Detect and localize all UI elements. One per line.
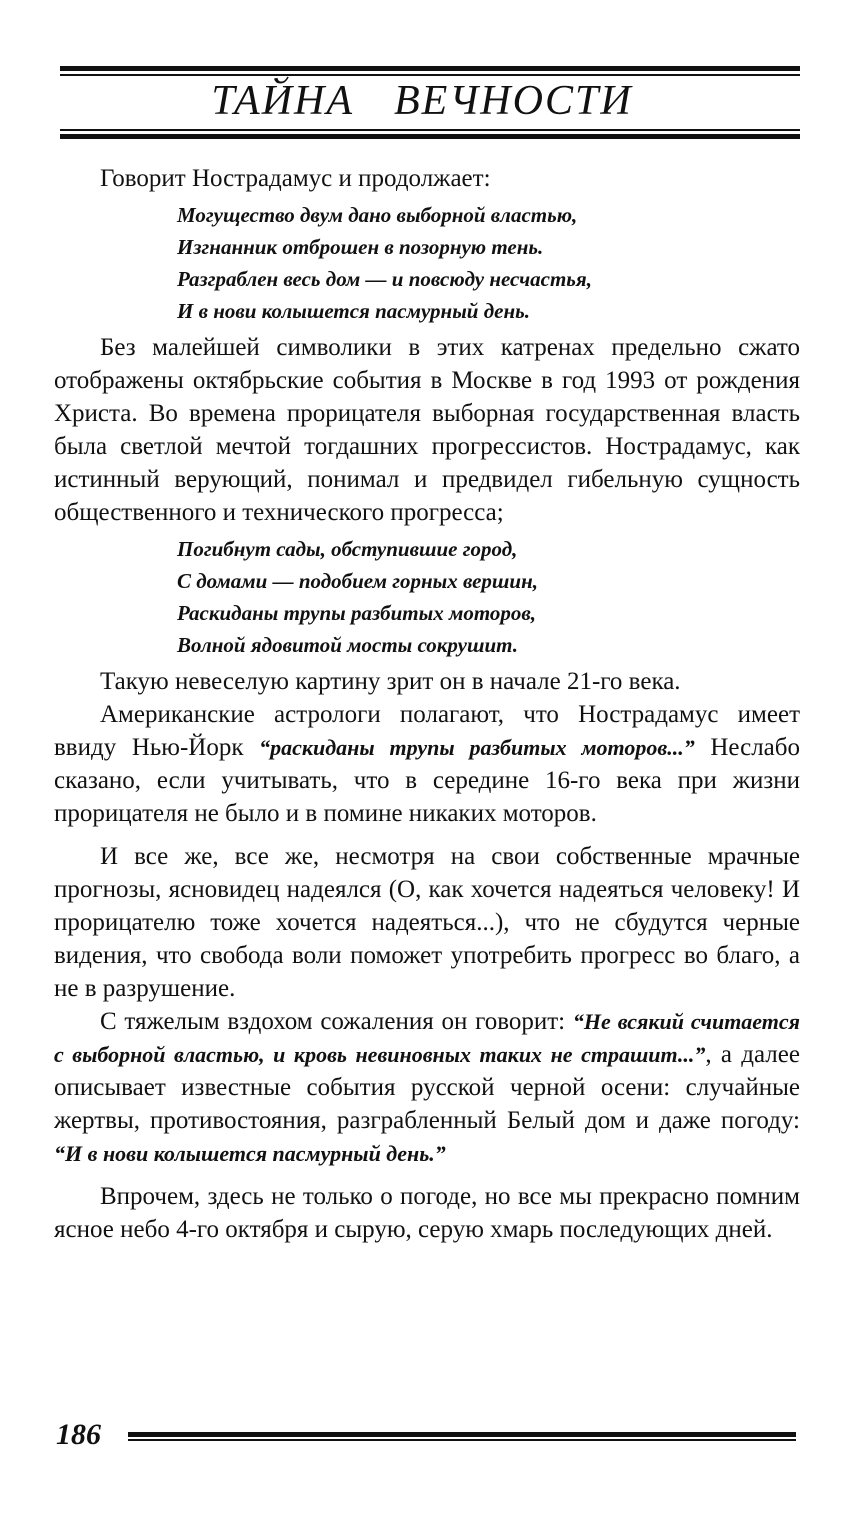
paragraph: Такую невеселую картину зрит он в начале 21-го века.	[100, 668, 681, 695]
footer-rule	[128, 1432, 796, 1441]
paragraph-text: С тяжелым вздохом сожаления он говорит:	[100, 1008, 573, 1035]
verse-line: Раскиданы трупы разбитых моторов,	[177, 601, 537, 625]
running-header	[0, 76, 844, 126]
header-title-word2: ВЕЧНОСТИ	[394, 78, 633, 124]
paragraph-text: Неслабо сказано, если учитывать, что в середине 16-го века при жизни прорицателя не было и в помине никаких моторов.	[54, 734, 800, 827]
header-top-rule	[60, 66, 800, 76]
intro-line: Говорит Нострадамус и продолжает:	[100, 165, 491, 192]
quatrain-2	[177, 533, 800, 661]
header-title-word1: ТАЙНА	[211, 78, 355, 124]
inline-quote: “раскиданы трупы разбитых моторов...”	[259, 735, 695, 760]
paragraph	[54, 698, 800, 830]
verse-line: И в нови колышется пасмурный день.	[177, 299, 530, 323]
verse-line: Погибнут сады, обступившие город,	[177, 537, 518, 561]
paragraph-text: Американские астрологи полагают, что Нострадамус имеет ввиду Нью-Йорк	[54, 701, 800, 761]
verse-line: Волной ядовитой мосты сокрушит.	[177, 633, 518, 657]
verse-line: Разграблен весь дом — и повсюду несчастья,	[177, 267, 592, 291]
paragraph: Без малейшей символики в этих катренах предельно сжато отображены октябрьские события в Москве в год 1993 от рождения Христа. Во времена прорицателя выборная государственная власть была светлой мечтой тогдашних прогрессистов. Нострадамус, как истинный верующий, понимал и предвидел гибельную сущность общественного и технического прогресса;	[54, 334, 800, 526]
header-bottom-rule	[60, 129, 800, 139]
paragraph	[54, 1005, 800, 1170]
paragraph-text: , а далее описывает известные события русской черной осени: случайные жертвы, противостояния, разграбленный Белый дом и даже погоду:	[54, 1041, 800, 1134]
page-body	[54, 162, 800, 1246]
verse-line: Могущество двум дано выборной властью,	[177, 203, 578, 227]
verse-line: С домами — подобием горных вершин,	[177, 569, 538, 593]
verse-line: Изгнанник отброшен в позорную тень.	[177, 235, 544, 259]
page-number: 186	[56, 1418, 101, 1451]
paragraph: Впрочем, здесь не только о погоде, но все мы прекрасно помним ясное небо 4-го октября и сырую, серую хмарь последующих дней.	[54, 1183, 800, 1243]
paragraph: И все же, все же, несмотря на свои собственные мрачные прогнозы, ясновидец надеялся (О, как хочется надеяться человеку! И прорицателю тоже хочется надеяться...), что не сбудутся черные видения, что свобода воли поможет употребить прогресс во благо, а не в разрушение.	[54, 843, 800, 1002]
quatrain-1	[177, 199, 800, 327]
inline-quote: “И в нови колышется пасмурный день.”	[54, 1141, 446, 1166]
inline-quote: “Не всякий считается с выборной властью, и кровь невиновных таких не страшит...”	[54, 1009, 800, 1067]
